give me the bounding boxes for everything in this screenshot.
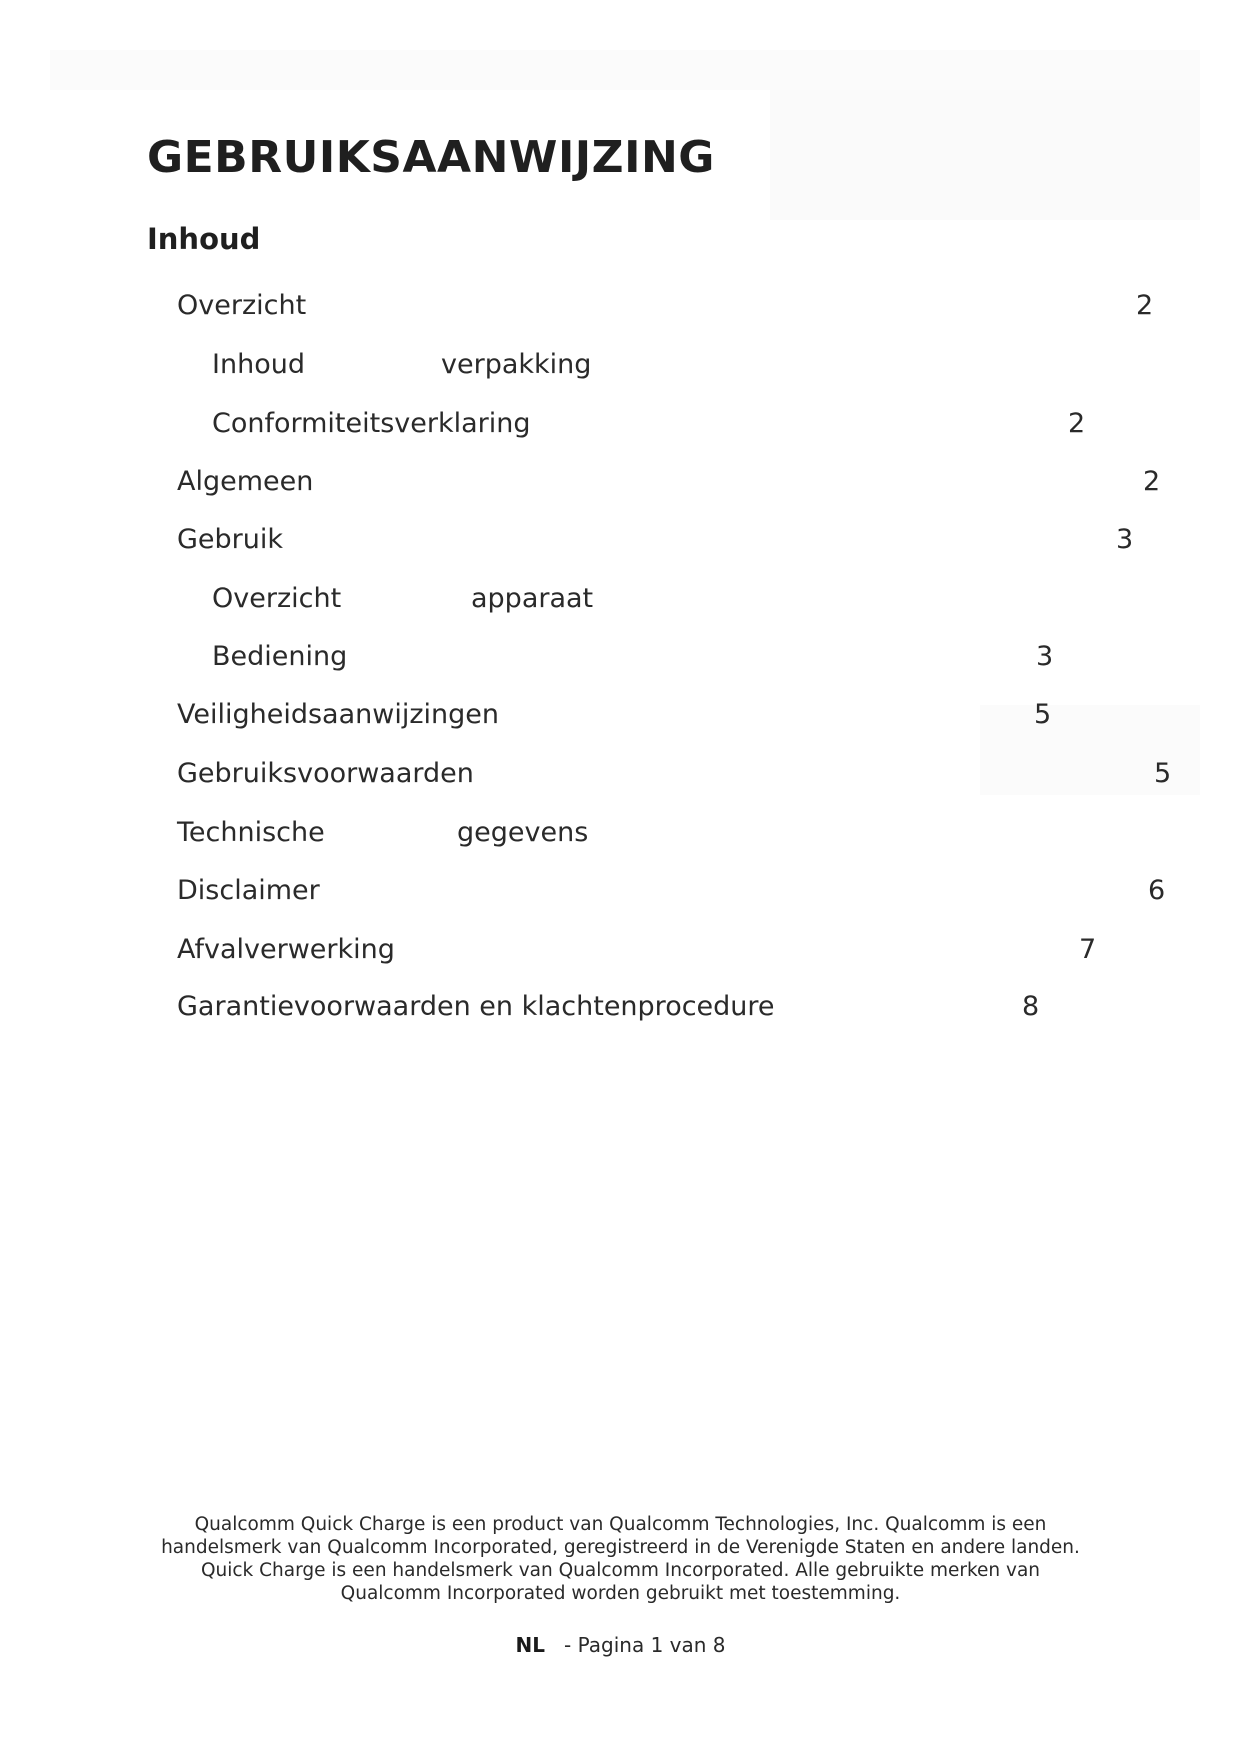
toc-page-number: 3	[1116, 524, 1134, 555]
toc-entry-veiligheidsaanwijzingen[interactable]: Veiligheidsaanwijzingen	[177, 699, 499, 730]
toc-entry-inhoud[interactable]: Inhoud	[212, 349, 305, 380]
scan-shading	[770, 90, 1200, 220]
toc-page-number: 2	[1143, 466, 1161, 497]
trademark-notice-line: handelsmerk van Qualcomm Incorporated, geregistreerd in de Verenigde Staten en andere landen.	[161, 1537, 1080, 1558]
toc-entry-bediening[interactable]: Bediening	[212, 641, 348, 672]
trademark-notice-line: Qualcomm Incorporated worden gebruikt met toestemming.	[340, 1583, 901, 1604]
toc-entry-disclaimer[interactable]: Disclaimer	[177, 875, 320, 906]
toc-page-number: 7	[1079, 934, 1097, 965]
toc-entry-overzicht-sub[interactable]: Overzicht	[212, 583, 342, 614]
toc-entry-gebruiksvoorwaarden[interactable]: Gebruiksvoorwaarden	[177, 758, 474, 789]
trademark-notice-line: Quick Charge is een handelsmerk van Qualcomm Incorporated. Alle gebruikte merken van	[200, 1560, 1041, 1581]
toc-page-number: 5	[1034, 699, 1052, 730]
section-heading: Inhoud	[147, 222, 261, 256]
toc-page-number: 2	[1068, 408, 1086, 439]
trademark-notice	[150, 1513, 1091, 1605]
toc-page-number: 5	[1154, 758, 1172, 789]
toc-entry-conformiteitsverklaring[interactable]: Conformiteitsverklaring	[212, 408, 531, 439]
toc-page-number: 2	[1136, 290, 1154, 321]
toc-entry-gegevens[interactable]: gegevens	[457, 817, 589, 848]
page-title: GEBRUIKSAANWIJZING	[147, 132, 715, 183]
scan-shading	[50, 50, 1200, 90]
toc-entry-afvalverwerking[interactable]: Afvalverwerking	[177, 934, 395, 965]
toc-entry-overzicht[interactable]: Overzicht	[177, 290, 307, 321]
page-footer	[0, 1633, 1241, 1657]
page-number-label: - Pagina 1 van 8	[564, 1633, 726, 1657]
language-code: NL	[515, 1633, 545, 1657]
toc-entry-verpakking[interactable]: verpakking	[441, 349, 592, 380]
toc-entry-garantievoorwaarden[interactable]: Garantievoorwaarden en klachtenprocedure	[177, 991, 775, 1022]
trademark-notice-line: Qualcomm Quick Charge is een product van Qualcomm Technologies, Inc. Qualcomm is een	[194, 1514, 1047, 1535]
toc-page-number: 6	[1148, 875, 1166, 906]
toc-entry-apparaat[interactable]: apparaat	[471, 583, 594, 614]
toc-page-number: 8	[1022, 991, 1040, 1022]
toc-entry-algemeen[interactable]: Algemeen	[177, 466, 314, 497]
toc-entry-gebruik[interactable]: Gebruik	[177, 524, 284, 555]
toc-entry-technische[interactable]: Technische	[177, 817, 325, 848]
toc-page-number: 3	[1036, 641, 1054, 672]
